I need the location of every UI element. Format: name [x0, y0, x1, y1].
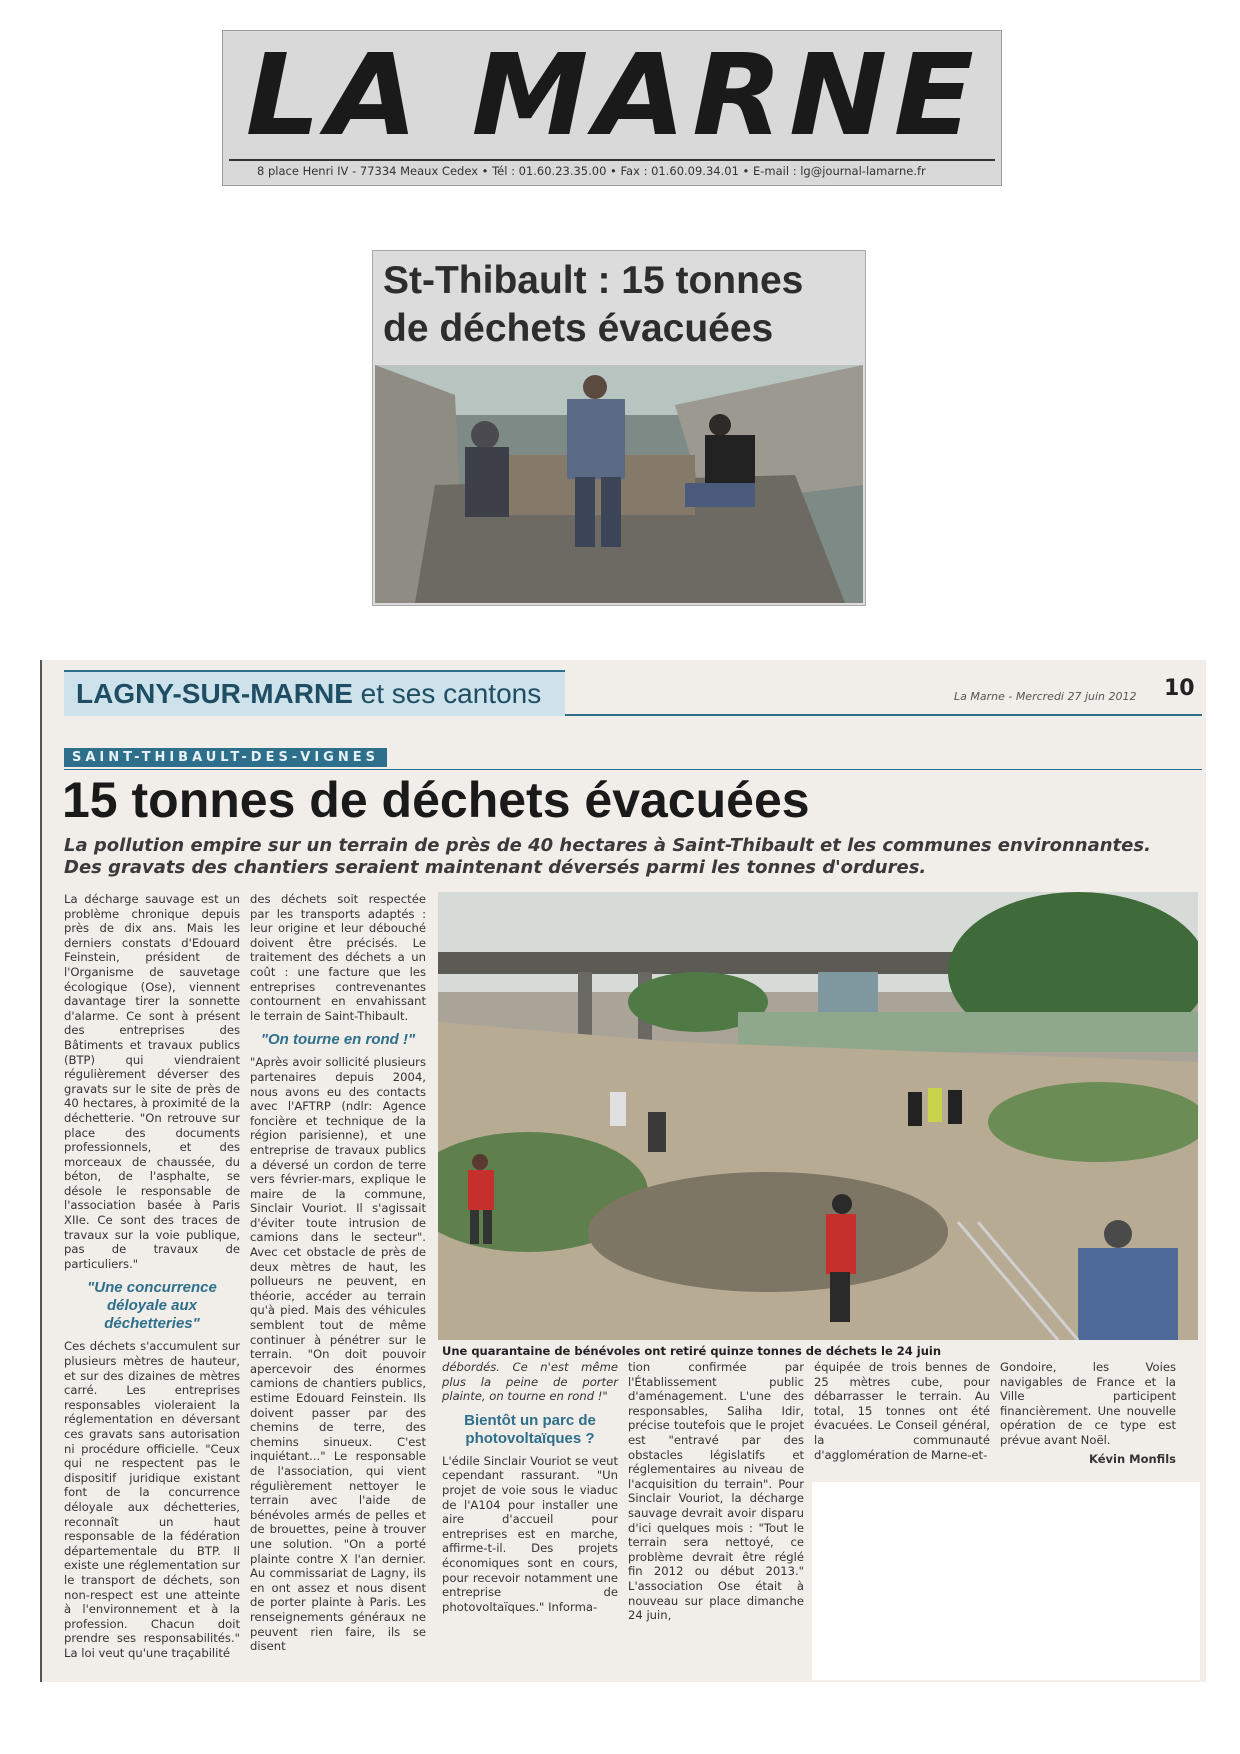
article-column-1 — [64, 892, 240, 1661]
article-column-2 — [250, 892, 426, 1654]
article-kicker: SAINT-THIBAULT-DES-VIGNES — [64, 748, 387, 767]
page-number: 10 — [1164, 676, 1195, 701]
dateline: La Marne - Mercredi 27 juin 2012 — [954, 690, 1137, 703]
article-standfirst: La pollution empire sur un terrain de près de 40 hectares à Saint-Thibault et les communes environnantes. Des gravats des chantiers seraient maintenant déversés parmi les tonnes d'ordures. — [64, 835, 1151, 878]
subheading: "Une concurrence déloyale aux déchetteries" — [87, 1279, 217, 1333]
article-paragraph: L'édile Sinclair Vouriot se veut cependant rassurant. "Un projet de voie sous le viaduc de l'A104 pour installer une aire d'accueil pour entreprises est en marche, affirme-t-il. Des projets économiques sont en cours, pour recevoir notamment une entreprise de photovoltaïques." Informa- — [442, 1453, 618, 1614]
headline-clipping — [372, 250, 866, 606]
section-name: LAGNY-SUR-MARNE — [76, 678, 353, 709]
article-column-5 — [814, 1360, 990, 1462]
article-paragraph: Gondoire, les Voies navigables de France et la Ville participent financièrement. Une nouvelle opération de ce type est prévue avant Noël. — [1000, 1360, 1176, 1447]
masthead-rule — [229, 159, 995, 161]
clipping-headline-line2: de déchets évacuées — [383, 307, 774, 350]
masthead-clipping — [222, 30, 1002, 186]
section-tab — [64, 670, 565, 716]
newspaper-logo: LA MARNE — [245, 31, 981, 161]
clipping-headline-line1: St-Thibault : 15 tonnes — [383, 259, 804, 302]
article-paragraph: débordés. Ce n'est même plus la peine de porter plainte, on tourne en rond !" — [442, 1360, 618, 1404]
subheading: Bientôt un parc de photovoltaïques ? — [464, 1411, 596, 1447]
article-paragraph: "Après avoir sollicité plusieurs partenaires depuis 2004, nous avons eu des contacts avec l'AFTRP (ndlr: Agence foncière et technique de la région parisienne), et une entreprise de travaux publics a déversé un cordon de terre vers février-mars, explique le maire de la commune, Sinclair Vouriot. Il s'agissait d'éviter toute intrusion de camions dans le secteur". Avec cet obstacle de près de deux mètres de haut, les pollueurs ne peuvent, en théorie, accéder au terrain qu'à pied. Mais des véhicules semblent tout de même continuer à pénétrer sur le terrain. "On doit pouvoir apercevoir des énormes camions de chantiers publics, estime Edouard Feinstein. Ils doivent passer par des chemins de terre, des chemins sinueux. C'est inquiétant..." Le responsable de l'association, qui vient régulièrement nettoyer le terrain avec l'aide de bénévoles armés de pelles et de brouettes, peine à trouver une solution. "On a porté plainte contre X l'an dernier. Au commissariat de Lagny, ils en ont assez et nous disent de porter plainte à Paris. Les renseignements généraux ne peuvent rien faire, ils se disent — [250, 1055, 426, 1654]
photo-caption: Une quarantaine de bénévoles ont retiré quinze tonnes de déchets le 24 juin — [442, 1344, 942, 1358]
clipping-headline — [383, 257, 857, 353]
article-column-4 — [628, 1360, 804, 1623]
article-byline: Kévin Monfils — [1089, 1451, 1176, 1466]
masthead-contact: 8 place Henri IV - 77334 Meaux Cedex • Tél : 01.60.23.35.00 • Fax : 01.60.09.34.01 • E-mail : lg@journal-lamarne.fr — [257, 164, 926, 178]
section-header — [64, 670, 1202, 716]
article-paragraph: tion confirmée par l'Établissement public d'aménagement. L'une des responsables, Saliha Idir, précise toutefois que le projet est "entravé par des obstacles législatifs et réglementaires au niveau de l'acquisition du terrain". Pour Sinclair Vouriot, la décharge sauvage devrait avoir disparu d'ici quelques mois : "Tout le terrain sera nettoyé, ce problème devrait être réglé fin 2012 ou début 2013." L'association Ose était à nouveau sur place dimanche 24 juin, — [628, 1360, 804, 1623]
article-paragraph: équipée de trois bennes de 25 mètres cube, pour débarrasser le terrain. Au total, 15 tonnes ont été évacuées. Le Conseil général, la communauté d'agglomération de Marne-et- — [814, 1360, 990, 1462]
article-headline: 15 tonnes de déchets évacuées — [62, 772, 810, 828]
clipping-photo — [375, 365, 863, 603]
newspaper-page — [40, 660, 1206, 1682]
section-suffix: et ses cantons — [360, 678, 542, 709]
subheading: "On tourne en rond !" — [260, 1031, 416, 1049]
article-paragraph: Ces déchets s'accumulent sur plusieurs mètres de hauteur, et sur des dizaines de mètres carré. Les entreprises responsables violeraient la réglementation en déversant ces gravats sans autorisation ni procédure officielle. "Ceux qui ne respectent pas le dispositif juridique existant font de la concurrence déloyale aux déchetteries, reconnaît un haut responsable de la fédération départementale du BTP. Il existe une réglementation sur le transport de déchets, son non-respect est une atteinte à l'environnement et à la profession. Chacun doit prendre ses responsabilités." La loi veut qu'une traçabilité — [64, 1339, 240, 1660]
article-column-3 — [442, 1360, 618, 1614]
article-column-6 — [1000, 1360, 1176, 1466]
article-photo — [438, 892, 1198, 1340]
blank-area — [812, 1482, 1200, 1680]
article-paragraph: des déchets soit respectée par les transports adaptés : leur origine et leur débouché doivent être précisés. Le traitement des déchets a un coût : une facture que les entreprises contrevenantes contournent en envahissant le terrain de Saint-Thibault. — [250, 892, 426, 1023]
article-paragraph: La décharge sauvage est un problème chronique depuis près de dix ans. Mais les derniers constats d'Edouard Feinstein, président de l'Organisme de sauvetage écologique (Ose), viennent davantage tirer la sonnette d'alarme. Ce sont à présent des entreprises des Bâtiments et travaux publics (BTP) qui viendraient régulièrement déverser des gravats sur le site de près de 40 hectares, à proximité de la déchetterie. "On retrouve sur place des documents professionnels, et des morceaux de chaussée, du béton, de l'asphalte, se désole le responsable de l'association basée à Paris XIIe. Ce sont des traces de travaux sur la voie publique, pas de travaux de particuliers." — [64, 892, 240, 1271]
